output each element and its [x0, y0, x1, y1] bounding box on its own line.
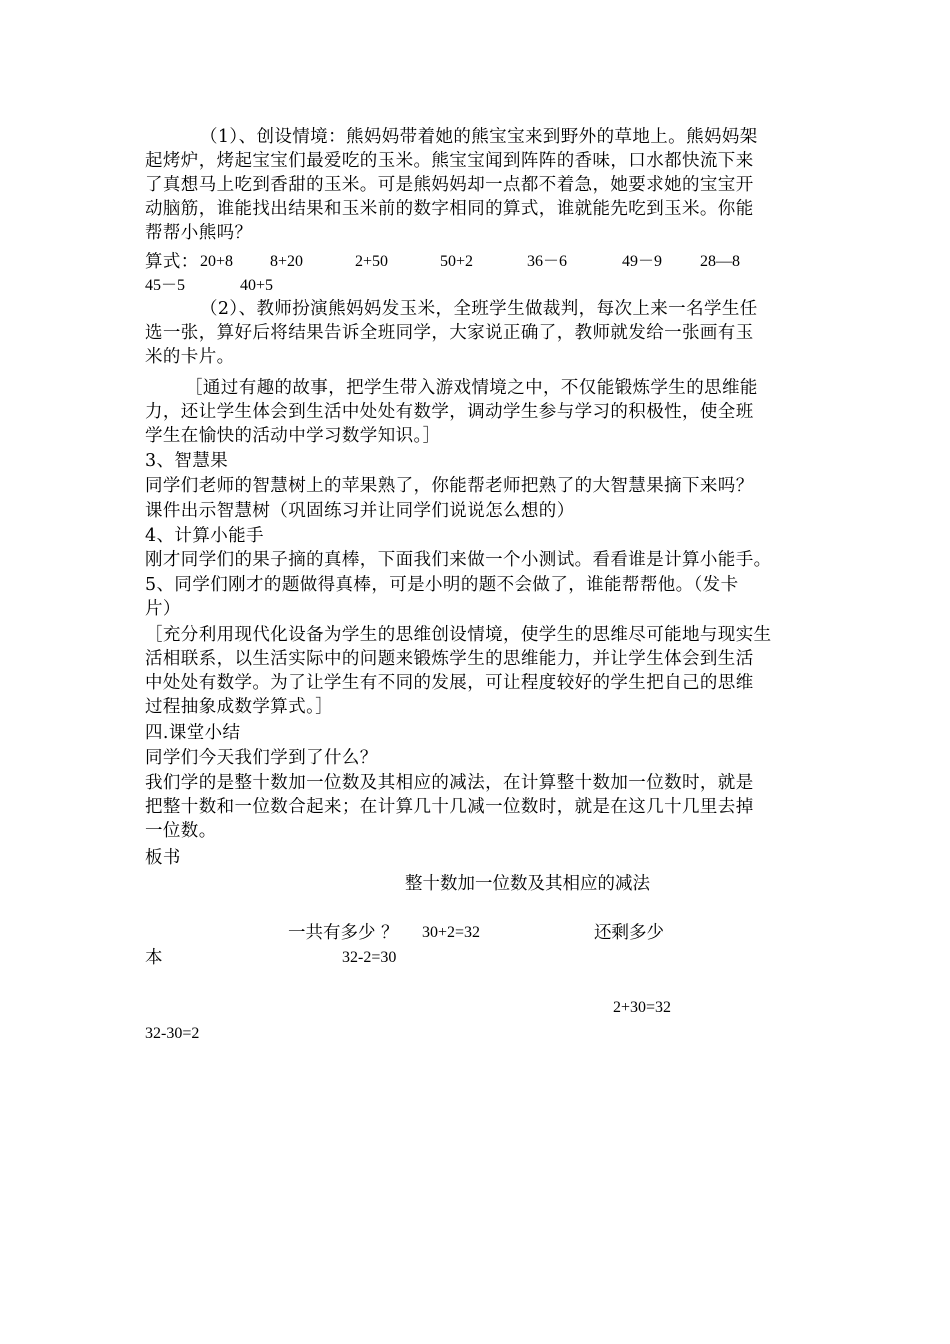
summary-line-1: 同学们今天我们学到了什么？	[145, 748, 378, 768]
formula-item: 40+5	[240, 277, 274, 294]
note2-line-3: 中处处有数学。为了让学生有不同的发展，可让程度较好的学生把自己的思维	[145, 673, 754, 693]
formula-item: 50+2	[440, 253, 474, 270]
para2-line-3: 米的卡片。	[145, 347, 235, 367]
para2-line-1: （2）、教师扮演熊妈妈发玉米，全班学生做裁判，每次上来一名学生任	[200, 299, 758, 319]
para1-line-3: 了真想马上吃到香甜的玉米。可是熊妈妈却一点都不着急，她要求她的宝宝开	[145, 175, 754, 195]
summary-heading: 四.课堂小结	[145, 723, 241, 743]
para1-line-1: （1）、创设情境：熊妈妈带着她的熊宝宝来到野外的草地上。熊妈妈架	[200, 127, 758, 147]
para1-line-4: 动脑筋，谁能找出结果和玉米前的数字相同的算式，谁就能先吃到玉米。你能	[145, 199, 754, 219]
summary-line-2: 我们学的是整十数加一位数及其相应的减法，在计算整十数加一位数时，就是	[145, 773, 754, 793]
summary-line-3: 把整十数和一位数合起来；在计算几十几减一位数时，就是在这几十几里去掉	[145, 797, 754, 817]
section3-heading: 3、智慧果	[145, 451, 229, 471]
note1-line-1: ［通过有趣的故事，把学生带入游戏情境之中，不仅能锻炼学生的思维能	[185, 378, 758, 398]
formula-item: 28—8	[700, 253, 740, 270]
board-title: 整十数加一位数及其相应的减法	[405, 874, 650, 894]
section5-line-1: 5、同学们刚才的题做得真棒，可是小明的题不会做了，谁能帮帮他。（发卡	[145, 575, 739, 595]
board-formula-add-2: 2+30=32	[613, 999, 672, 1016]
board-formula-add: 30+2=32	[422, 924, 481, 941]
section4-line-1: 刚才同学们的果子摘的真棒，下面我们来做一个小测试。看看谁是计算小能手。	[145, 550, 772, 570]
board-unit: 本	[145, 948, 163, 968]
formula-item: 36－6	[527, 253, 568, 270]
note1-line-2: 力，还让学生体会到生活中处处有数学，调动学生参与学习的积极性，使全班	[145, 402, 754, 422]
para1-line-5: 帮帮小熊吗？	[145, 223, 253, 243]
note2-line-4: 过程抽象成数学算式。］	[145, 697, 334, 717]
formula-item: 45－5	[145, 277, 186, 294]
section5-line-2: 片）	[145, 599, 181, 619]
para1-line-2: 起烤炉，烤起宝宝们最爱吃的玉米。熊宝宝闻到阵阵的香味，口水都快流下来	[145, 151, 754, 171]
para2-line-2: 选一张，算好后将结果告诉全班同学，大家说正确了，教师就发给一张画有玉	[145, 323, 754, 343]
formula-item: 8+20	[270, 253, 304, 270]
section3-line-1: 同学们老师的智慧树上的苹果熟了，你能帮老师把熟了的大智慧果摘下来吗？	[145, 476, 754, 496]
formula-item: 20+8	[200, 253, 234, 270]
section3-line-2: 课件出示智慧树（巩固练习并让同学们说说怎么想的）	[145, 501, 575, 521]
note2-line-2: 活相联系，以生活实际中的问题来锻炼学生的思维能力，并让学生体会到生活	[145, 649, 754, 669]
section4-heading: 4、计算小能手	[145, 526, 264, 546]
formula-label: 算式：	[145, 252, 199, 272]
board-question-remaining: 还剩多少	[594, 923, 664, 943]
summary-line-4: 一位数。	[145, 821, 217, 841]
note1-line-3: 学生在愉快的活动中学习数学知识。］	[145, 426, 441, 446]
board-formula-subtract-2: 32-30=2	[145, 1025, 200, 1042]
board-heading: 板书	[145, 848, 181, 868]
board-question-total: 一共有多少 ？	[288, 923, 399, 943]
formula-item: 2+50	[355, 253, 389, 270]
note2-line-1: ［充分利用现代化设备为学生的思维创设情境，使学生的思维尽可能地与现实生	[145, 625, 772, 645]
formula-item: 49－9	[622, 253, 663, 270]
board-formula-subtract: 32-2=30	[342, 949, 397, 966]
